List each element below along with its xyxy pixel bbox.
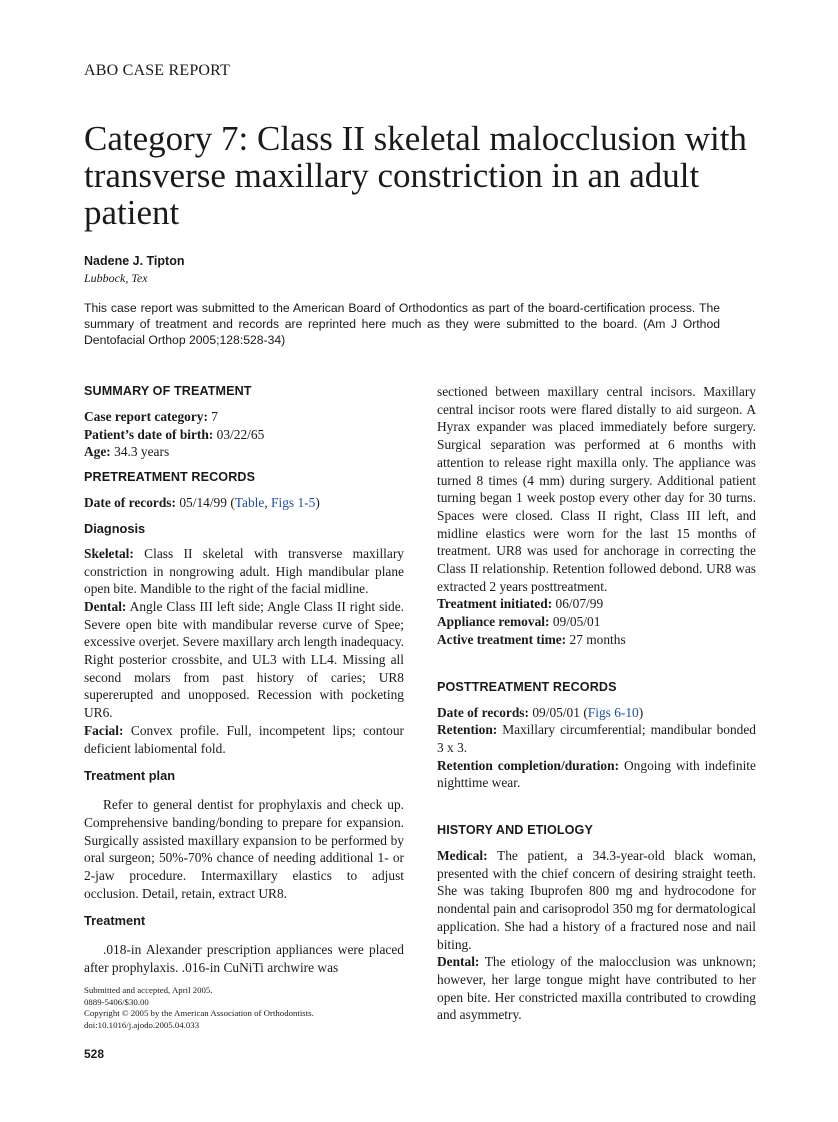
history-heading: HISTORY AND ETIOLOGY	[437, 823, 593, 838]
medical-paragraph	[437, 847, 756, 953]
dental-diagnosis-paragraph	[84, 598, 404, 722]
dob-line	[84, 426, 404, 444]
active-time-line	[437, 631, 756, 649]
active-time-value: 27 months	[569, 631, 626, 647]
footnote	[84, 985, 404, 1031]
skeletal-label: Skeletal:	[84, 545, 134, 561]
footnote-copyright: Copyright © 2005 by the American Association of Orthodontists.	[84, 1008, 314, 1019]
dental-diagnosis-label: Dental:	[84, 598, 127, 614]
treatment-plan-heading: Treatment plan	[84, 768, 176, 784]
age-value: 34.3 years	[114, 444, 170, 460]
skeletal-paragraph	[84, 545, 404, 598]
page-number: 528	[84, 1047, 105, 1061]
appliance-removal-label: Appliance removal:	[437, 614, 550, 630]
retention-completion-paragraph	[437, 757, 756, 792]
posttreatment-date-label: Date of records:	[437, 704, 529, 720]
posttreatment-date-value: 09/05/01	[532, 704, 580, 720]
pretreatment-figs-link[interactable]: Figs 1-5	[271, 495, 316, 511]
posttreatment-date-line	[437, 704, 756, 722]
retention-completion-label: Retention completion/duration:	[437, 757, 620, 773]
pretreatment-date-line	[84, 494, 404, 512]
treatment-initiated-line	[437, 595, 756, 613]
posttreatment-figs-link[interactable]: Figs 6-10	[587, 704, 639, 720]
dental-history-paragraph	[437, 953, 756, 1024]
age-label: Age:	[84, 444, 111, 460]
facial-paragraph	[84, 722, 404, 757]
paren-open: (	[583, 704, 588, 720]
running-head: ABO CASE REPORT	[84, 62, 231, 79]
case-category-line	[84, 408, 404, 426]
retention-label: Retention:	[437, 722, 498, 738]
case-category-value: 7	[211, 409, 218, 424]
treatment-text-left: .018-in Alexander prescription appliances were placed after prophylaxis. .016-in CuNiTi archwire was	[84, 942, 404, 976]
summary-heading: SUMMARY OF TREATMENT	[84, 384, 252, 398]
author-affiliation: Lubbock, Tex	[84, 271, 148, 285]
pretreatment-date-value: 05/14/99	[179, 495, 227, 511]
right-column	[437, 383, 756, 1024]
table-link[interactable]: Table	[234, 495, 265, 511]
dental-history-text: The etiology of the malocclusion was unknown; however, her large tongue might have contributed to her open bite. Her constricted maxilla contributed to crowding and asymmetry.	[437, 954, 757, 1023]
pretreatment-date-label: Date of records:	[84, 495, 176, 511]
pretreatment-heading: PRETREATMENT RECORDS	[84, 470, 256, 485]
treatment-heading: Treatment	[84, 913, 146, 929]
dental-diagnosis-text: Angle Class III left side; Angle Class II right side. Severe open bite with mandibular reverse curve of Spee; excessive overjet. Severe maxillary arch length inadequacy. Right posterior crossbite, and UL3 with LL4. Missing all second molars from past history of caries; UR8 supererupted and unopposed. Recession with pocketing UR6.	[84, 598, 405, 721]
abstract: This case report was submitted to the American Board of Orthodontics as part of the board-certification process. The summary of treatment and records are reprinted here much as they were submitted to the board. (Am J Orthod Dentofacial Orthop 2005;128:528-34)	[84, 301, 720, 347]
active-time-label: Active treatment time:	[437, 631, 567, 647]
age-line	[84, 443, 404, 461]
posttreatment-heading: POSTTREATMENT RECORDS	[437, 679, 617, 694]
facial-text: Convex profile. Full, incompetent lips; contour deficient labiomental fold.	[84, 722, 404, 756]
case-category-label: Case report category:	[84, 409, 208, 424]
footnote-doi: doi:10.1016/j.ajodo.2005.04.033	[84, 1019, 200, 1030]
link-separator: ,	[264, 495, 268, 511]
medical-text: The patient, a 34.3-year-old black woman, presented with the chief concern of desiring straight teeth. She was taking Ibuprofen 800 mg and hydrocodone for nondental pain and carisoprodol 350 mg for dermatological application. She had a history of a fractured nose and nail biting.	[437, 848, 756, 952]
retention-paragraph	[437, 721, 756, 756]
paren-open: (	[230, 495, 235, 511]
paren-close: )	[315, 495, 320, 511]
footnote-issn: 0889-5406/$30.00	[84, 996, 149, 1007]
article-title: Category 7: Class II skeletal malocclusion with transverse maxillary constriction in an adult patient	[84, 119, 747, 232]
dental-history-label: Dental:	[437, 954, 480, 970]
treatment-plan-text: Refer to general dentist for prophylaxis and check up. Comprehensive banding/bonding to prepare for expansion. Surgically assisted maxillary expansion to be performed by oral surgeon; 50%-70% chance of needing additional 1- or 2-jaw procedure. Intermaxillary elastics to adjust occlusion. Detail, retain, extract UR8.	[84, 797, 404, 901]
paren-close: )	[638, 704, 644, 720]
author-name: Nadene J. Tipton	[84, 254, 185, 268]
treatment-initiated-label: Treatment initiated:	[437, 596, 553, 612]
retention-value: Maxillary circumferential; mandibular bonded 3 x 3.	[437, 722, 756, 755]
skeletal-text: Class II skeletal with transverse maxillary constriction in nongrowing adult. High mandibular plane open bite. Mandible to the right of the facial midline.	[84, 545, 404, 597]
retention-completion-value: Ongoing with indefinite nighttime wear.	[437, 757, 756, 791]
appliance-removal-line	[437, 613, 756, 631]
appliance-removal-value: 09/05/01	[552, 614, 601, 630]
facial-label: Facial:	[84, 722, 124, 738]
treatment-initiated-value: 06/07/99	[555, 596, 604, 612]
footnote-submitted: Submitted and accepted, April 2005.	[84, 985, 213, 995]
dob-value: 03/22/65	[216, 426, 265, 442]
dob-label: Patient’s date of birth:	[84, 426, 214, 442]
treatment-text-right: sectioned between maxillary central incisors. Maxillary central incisor roots were flared distally to aid surgeon. A Hyrax expander was placed immediately before surgery. Surgical separation was performed at 6 months with attention to release right maxilla only. The appliance was turned 8 times (4 mm) during surgery. Additional patient turning began 1 week postop every other day for 30 turns. Spaces were closed. Class II right, Class III left, and midline elastics were worn for the last 15 months of treatment. UR8 was used for anchorage in correcting the Class II relationship. Retention followed debond. UR8 was extracted 2 years posttreatment.	[437, 384, 756, 594]
left-column	[84, 383, 404, 977]
diagnosis-heading: Diagnosis	[84, 520, 146, 536]
medical-label: Medical:	[437, 848, 488, 864]
